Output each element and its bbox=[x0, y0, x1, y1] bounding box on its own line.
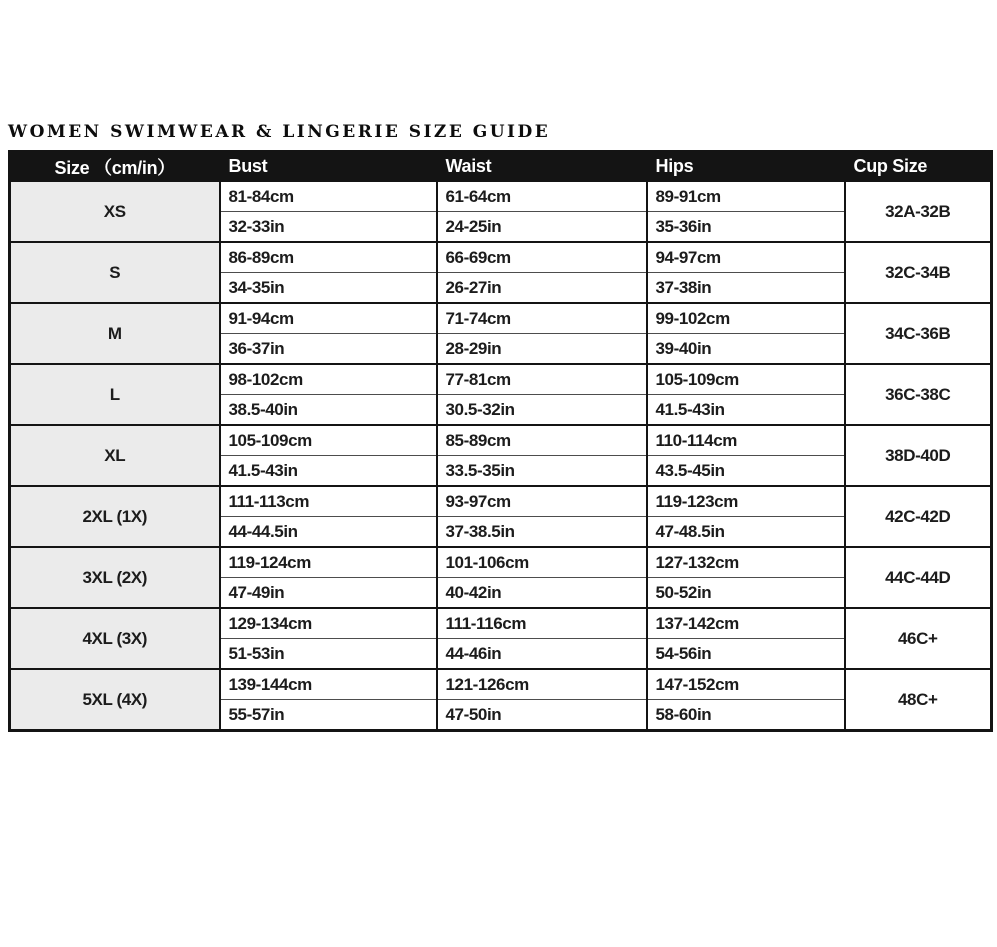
hips-cm-cell: 147-152cm bbox=[647, 669, 845, 700]
size-cell: S bbox=[10, 242, 220, 303]
hips-cm-cell: 127-132cm bbox=[647, 547, 845, 578]
hips-in-cell: 35-36in bbox=[647, 212, 845, 243]
waist-in-cell: 47-50in bbox=[437, 700, 647, 731]
cup-size-cell: 48C+ bbox=[845, 669, 992, 731]
hips-in-cell: 41.5-43in bbox=[647, 395, 845, 426]
cup-size-cell: 42C-42D bbox=[845, 486, 992, 547]
waist-cm-cell: 66-69cm bbox=[437, 242, 647, 273]
cup-size-cell: 38D-40D bbox=[845, 425, 992, 486]
hips-cm-cell: 119-123cm bbox=[647, 486, 845, 517]
waist-cm-cell: 101-106cm bbox=[437, 547, 647, 578]
bust-in-cell: 47-49in bbox=[220, 578, 437, 609]
hips-in-cell: 54-56in bbox=[647, 639, 845, 670]
column-header-cup-size: Cup Size bbox=[845, 152, 992, 182]
hips-in-cell: 43.5-45in bbox=[647, 456, 845, 487]
bust-cm-cell: 139-144cm bbox=[220, 669, 437, 700]
waist-in-cell: 30.5-32in bbox=[437, 395, 647, 426]
table-row bbox=[10, 303, 992, 334]
table-row bbox=[10, 364, 992, 395]
table-row bbox=[10, 547, 992, 578]
table-row bbox=[10, 425, 992, 456]
bust-cm-cell: 81-84cm bbox=[220, 181, 437, 212]
column-header-waist: Waist bbox=[437, 152, 647, 182]
waist-in-cell: 26-27in bbox=[437, 273, 647, 304]
size-cell: L bbox=[10, 364, 220, 425]
cup-size-cell: 44C-44D bbox=[845, 547, 992, 608]
bust-cm-cell: 105-109cm bbox=[220, 425, 437, 456]
cup-size-cell: 46C+ bbox=[845, 608, 992, 669]
bust-in-cell: 34-35in bbox=[220, 273, 437, 304]
hips-cm-cell: 137-142cm bbox=[647, 608, 845, 639]
waist-in-cell: 24-25in bbox=[437, 212, 647, 243]
waist-cm-cell: 61-64cm bbox=[437, 181, 647, 212]
table-row bbox=[10, 669, 992, 700]
waist-cm-cell: 93-97cm bbox=[437, 486, 647, 517]
bust-in-cell: 55-57in bbox=[220, 700, 437, 731]
bust-cm-cell: 129-134cm bbox=[220, 608, 437, 639]
bust-in-cell: 44-44.5in bbox=[220, 517, 437, 548]
bust-cm-cell: 111-113cm bbox=[220, 486, 437, 517]
size-cell: 4XL (3X) bbox=[10, 608, 220, 669]
waist-cm-cell: 77-81cm bbox=[437, 364, 647, 395]
hips-in-cell: 37-38in bbox=[647, 273, 845, 304]
header-row bbox=[10, 152, 992, 182]
column-header-bust: Bust bbox=[220, 152, 437, 182]
table-row bbox=[10, 242, 992, 273]
size-cell: 3XL (2X) bbox=[10, 547, 220, 608]
size-cell: 5XL (4X) bbox=[10, 669, 220, 731]
hips-in-cell: 58-60in bbox=[647, 700, 845, 731]
cup-size-cell: 36C-38C bbox=[845, 364, 992, 425]
bust-in-cell: 32-33in bbox=[220, 212, 437, 243]
waist-in-cell: 40-42in bbox=[437, 578, 647, 609]
size-guide-table bbox=[8, 150, 993, 732]
waist-in-cell: 37-38.5in bbox=[437, 517, 647, 548]
waist-in-cell: 33.5-35in bbox=[437, 456, 647, 487]
hips-in-cell: 50-52in bbox=[647, 578, 845, 609]
bust-in-cell: 41.5-43in bbox=[220, 456, 437, 487]
waist-cm-cell: 121-126cm bbox=[437, 669, 647, 700]
bust-cm-cell: 91-94cm bbox=[220, 303, 437, 334]
waist-cm-cell: 85-89cm bbox=[437, 425, 647, 456]
column-header-hips: Hips bbox=[647, 152, 845, 182]
waist-in-cell: 44-46in bbox=[437, 639, 647, 670]
table-row bbox=[10, 608, 992, 639]
table-row bbox=[10, 486, 992, 517]
table-row bbox=[10, 181, 992, 212]
hips-cm-cell: 99-102cm bbox=[647, 303, 845, 334]
bust-in-cell: 51-53in bbox=[220, 639, 437, 670]
hips-cm-cell: 89-91cm bbox=[647, 181, 845, 212]
cup-size-cell: 32A-32B bbox=[845, 181, 992, 242]
hips-cm-cell: 94-97cm bbox=[647, 242, 845, 273]
hips-cm-cell: 110-114cm bbox=[647, 425, 845, 456]
cup-size-cell: 34C-36B bbox=[845, 303, 992, 364]
hips-cm-cell: 105-109cm bbox=[647, 364, 845, 395]
hips-in-cell: 47-48.5in bbox=[647, 517, 845, 548]
waist-cm-cell: 71-74cm bbox=[437, 303, 647, 334]
bust-in-cell: 36-37in bbox=[220, 334, 437, 365]
page-title: WOMEN SWIMWEAR & LINGERIE SIZE GUIDE bbox=[8, 122, 551, 142]
bust-cm-cell: 86-89cm bbox=[220, 242, 437, 273]
hips-in-cell: 39-40in bbox=[647, 334, 845, 365]
bust-cm-cell: 119-124cm bbox=[220, 547, 437, 578]
cup-size-cell: 32C-34B bbox=[845, 242, 992, 303]
size-cell: M bbox=[10, 303, 220, 364]
waist-in-cell: 28-29in bbox=[437, 334, 647, 365]
size-cell: XS bbox=[10, 181, 220, 242]
size-cell: 2XL (1X) bbox=[10, 486, 220, 547]
size-cell: XL bbox=[10, 425, 220, 486]
bust-cm-cell: 98-102cm bbox=[220, 364, 437, 395]
waist-cm-cell: 111-116cm bbox=[437, 608, 647, 639]
column-header-size: Size （cm/in） bbox=[10, 152, 220, 182]
bust-in-cell: 38.5-40in bbox=[220, 395, 437, 426]
